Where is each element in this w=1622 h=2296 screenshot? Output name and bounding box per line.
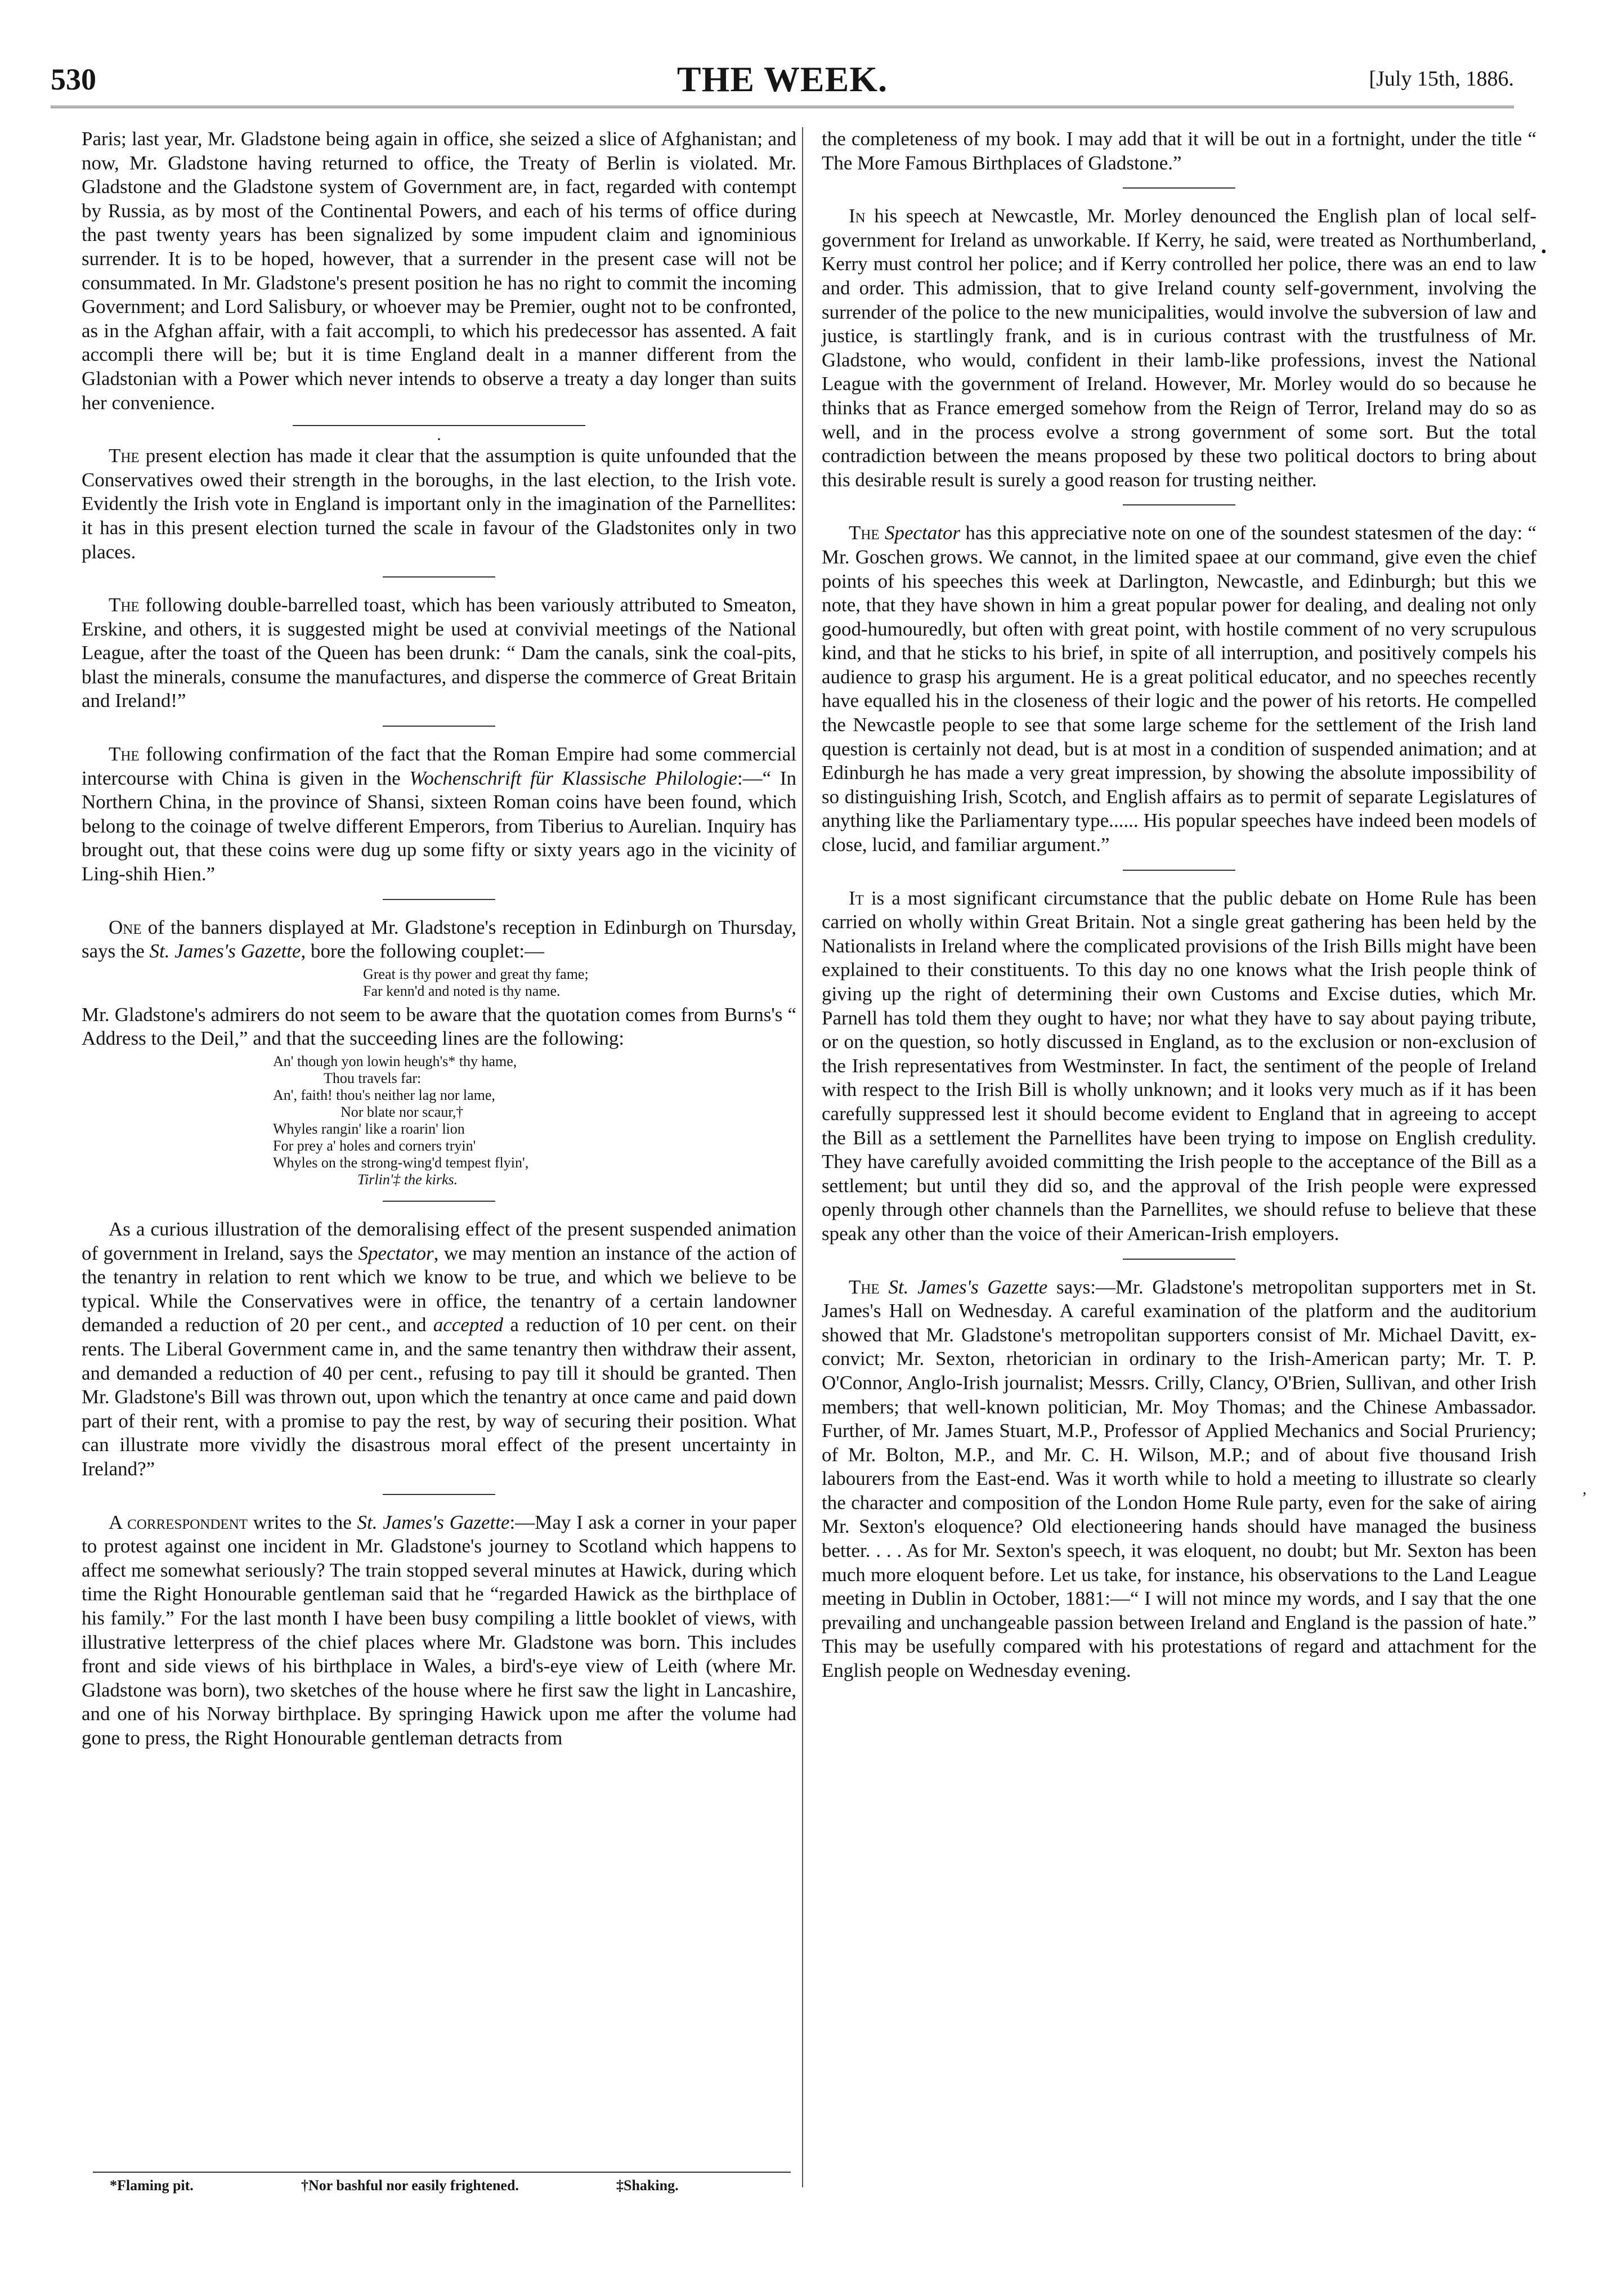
article-text: As a curious illustration of the demoralising effect of the present suspended animation of government in Ireland, says the	[82, 1218, 796, 1264]
article-text: Mr. Gladstone's admirers do not seem to be aware that the quotation comes from Burns's “ Address to the Deil,” and that the succeeding lines are the following:	[82, 1003, 796, 1050]
article-demoralising	[82, 1218, 796, 1482]
article-text: , we may mention an instance of the action of the tenantry in relation to rent which we know to be true, and which we believe to be typical. While the Conservatives were in office, the tenantry of a certain landowner demanded a reduction of 20 per cent., and	[82, 1242, 796, 1336]
article-text: present election has made it clear that the assumption is quite unfounded that the Conservatives owed their strength in the boroughs, in the last election, to the Irish vote. Evidently the Irish vote in England is important only in the imagination of the Parnellites: it has in this present election turned the scale in favour of the Gladstonites only in two places.	[82, 445, 796, 563]
article-home-rule	[822, 887, 1536, 1246]
section-rule	[383, 1201, 495, 1202]
section-rule	[1123, 1259, 1235, 1260]
paper-title: Spectator	[884, 522, 961, 544]
article-text: is a most significant circumstance that the public debate on Home Rule has been carried on wholly within Great Britain. Not a single great gathering has been held by the Nationalists in Ireland where the complicated provisions of the Irish Bills might have been explained to their constituents. To this day no one knows what the Irish people think of giving up the right of determining their own Customs and Excise duties, which Mr. Parnell has told them they ought to have; nor what they have to say about paying tribute, or on the question, so hotly discussed in England, as to the exclusion or non-exclusion of the Irish representatives from Westminster. In fact, the sentiment of the people of Ireland with respect to the Irish Bill is wholly unknown; and it looks very much as if it has been carefully suppressed lest it should become evident to England that in agreeing to accept the Bill as a settlement the Parnellites have been trying to impose on English credulity. They have carefully avoided committing the Irish people to the acceptance of the Bill as a settlement; but until they did so, and the approval of the Irish people were expressed openly through other channels than the Parnellites, we should refuse to believe that these speak any other than the voice of their American-Irish employers.	[822, 887, 1536, 1245]
lead-word: One	[109, 916, 142, 938]
issue-date: [July 15th, 1886.	[1369, 67, 1514, 91]
article-election	[82, 444, 796, 564]
verse-line: An', faith! thou's neither lag nor lame,	[273, 1087, 495, 1103]
verse-line-text: Tirlin'‡ the kirks.	[357, 1171, 458, 1188]
article-morley	[822, 204, 1536, 492]
section-rule	[383, 899, 495, 900]
verse-line	[273, 1171, 796, 1188]
burns-verse	[82, 1053, 796, 1188]
section-rule	[293, 425, 585, 426]
paper-title: St. James's Gazette	[357, 1511, 510, 1533]
lead-word: A correspondent	[109, 1511, 248, 1533]
verse-line: Nor blate nor scaur,†	[340, 1104, 464, 1120]
article-toast	[82, 593, 796, 713]
footnote: *Flaming pit.	[110, 2177, 194, 2194]
article-roman-coins	[82, 742, 796, 887]
verse-line: Great is thy power and great thy fame;	[363, 965, 589, 982]
article-text: :—“ In Northern China, in the province of Shansi, sixteen Roman coins have been found, which belong to the coinage of twelve different Emperors, from Tiberius to Aurelian. Inquiry has brought out, that these coins were dug up some fifty or sixty years ago in the vicinity of Ling-shih Hien.”	[82, 767, 797, 885]
article-text: following double-barrelled toast, which has been variously attributed to Smeaton, Erskine, and others, it is suggested might be used at convivial meetings of the National League, after the toast of the Queen has been drunk: “ Dam the canals, sink the coal-pits, blast the minerals, consume the manufactures, and disperse the commerce of Great Britain and Ireland!”	[82, 594, 796, 712]
article-text: has this appreciative note on one of the soundest statesmen of the day: “ Mr. Goschen grows. We cannot, in the limited spaee at our command, give even the chief points of his speeches this week at Darlington, Newcastle, and Edinburgh; but this we note, that they have shown in him a great popular power for dealing, and dealing not only good-humouredly, but often with great point, with hostile comment of no very scrupulous kind, and that he sticks to his brief, in spite of all interruption, and positively compels his audience to grasp his argument. He is a great political educator, and no speeches recently have equalled his in the closeness of their logic and the power of his retorts. He compelled the Newcastle people to see that some large scheme for the settlement of the Irish land question is certainly not dead, but is at most in a condition of suspended animation; and at Edinburgh he has made a very great impression, by showing the absolute impossibility of so distinguishing Irish, Scotch, and English affairs as to permit of separate Legislatures of anything like the Parliamentary type...... His popular speeches have indeed been models of close, lucid, and familiar argument.”	[822, 522, 1536, 856]
margin-dot: •	[1541, 243, 1547, 261]
article-text: , bore the following couplet:—	[301, 940, 545, 963]
rule-dot: ·	[436, 430, 442, 449]
paper-title: Spectator	[358, 1242, 434, 1264]
article-text: says:—Mr. Gladstone's metropolitan supporters met in St. James's Hall on Wednesday. A careful examination of the platform and the auditorium showed that Mr. Gladstone's metropolitan supporters consist of Mr. Michael Davitt, ex-convict; Mr. Sexton, rhetorician in ordinary to the Irish-American party; Mr. T. P. O'Connor, Anglo-Irish journalist; Messrs. Crilly, Clancy, O'Brien, Sullivan, and other Irish members; that well-known politician, Mr. Moy Thomas; and the Chinese Ambassador. Further, of Mr. James Stuart, M.P., Professor of Applied Mechanics and Social Pruriency; of Mr. Bolton, M.P., and Mr. C. H. Wilson, M.P.; and of about five thousand Irish labourers from the East-end. Was it worth while to hold a meeting to illustrate so clearly the character and composition of the London Home Rule party, even for the sake of airing Mr. Sexton's eloquence? Old electioneering hands should have managed the business better. . . . As for Mr. Sexton's speech, it was eloquent, no doubt; but Mr. Sexton has been much more eloquent before. Let us take, for instance, his observations to the Land League meeting in Dublin in October, 1881:—“ I will not mince my words, and I say that the one prevailing and unchangeable passion between Ireland and England is the passion of hate.” This may be usefully compared with his protestations of regard and attachment for the English people on Wednesday evening.	[822, 1275, 1536, 1682]
verse-line: An' though yon lowin heugh's* thy hame,	[273, 1053, 517, 1069]
header-rule	[51, 106, 1514, 108]
couplet	[82, 966, 796, 1000]
emphasis: accepted	[433, 1314, 504, 1336]
lead-word: The	[849, 1275, 880, 1298]
lead-word: The	[849, 522, 880, 544]
verse-line: Far kenn'd and noted is thy name.	[363, 982, 561, 999]
paper-title: St. James's Gazette	[888, 1275, 1048, 1298]
verse-line: Whyles rangin' like a roarin' lion	[273, 1121, 465, 1137]
verse-line: For prey a' holes and corners tryin'	[273, 1138, 476, 1154]
article-text: a reduction of 10 per cent. on their rents. The Liberal Government came in, and the same tenantry then withdraw their assent, and demanded a reduction of 40 per cent., refusing to pay till it should be granted. Then Mr. Gladstone's Bill was thrown out, upon which the tenantry at once came and paid down part of their rent, with a promise to pay the rest, by way of securing their position. What can illustrate more vividly the disastrous moral effect of the present uncertainty in Ireland?”	[82, 1314, 796, 1480]
article-text: of the banners displayed at Mr. Gladstone's reception in Edinburgh on Thursday, says the	[82, 916, 796, 963]
lead-word: The	[109, 445, 140, 467]
section-rule	[383, 726, 495, 727]
right-column	[822, 127, 1536, 1683]
lead-word: The	[109, 743, 140, 766]
journal-title: Wochenschrift für Klassische Philologie	[409, 767, 737, 789]
article-text: :—May I ask a corner in your paper to protest against one incident in Mr. Gladstone's journey to Scotland which happens to affect me somewhat seriously? The train stopped several minutes at Hawick, during which time the Right Honourable gentleman said that he “regarded Hawick as the birthplace of his family.” For the last month I have been busy compiling a little booklet of views, with illustrative letterpress of the chief places where Mr. Gladstone was born. This includes front and side views of his birthplace in Wales, a bird's-eye view of Leith (where Mr. Gladstone was born), two sketches of the house where he first saw the light in Lancashire, and one of his Norway birthplace. By springing Hawick upon me after the volume had gone to press, the Right Honourable gentleman detracts from	[82, 1511, 796, 1749]
section-rule	[383, 576, 495, 578]
article-goschen	[822, 521, 1536, 857]
paper-title: St. James's Gazette	[149, 940, 301, 963]
margin-mark: ,	[1583, 1480, 1587, 1498]
lead-word: The	[109, 594, 140, 616]
article-afghan: Paris; last year, Mr. Gladstone being again in office, she seized a slice of Afghanistan; and now, Mr. Gladstone having returned to office, the Treaty of Berlin is violated. Mr. Gladstone and the Gladstone system of Government are, in fact, regarded with contempt by Russia, as by most of the Continental Powers, and each of his terms of office during the past twenty years has been signalized by some impudent claim and ignominious surrender. It is to be hoped, however, that a surrender in the present case will not be consummated. In Mr. Gladstone's present position he has no right to commit the incoming Government; and Lord Salisbury, or whoever may be Premier, ought not to be confronted, as in the Afghan affair, with a fait accompli, to which his predecessor has assented. A fait accompli there will be; but it is time England dealt in a manner different from the Gladstonian with a Power which never intends to observe a treaty a day longer than suits her convenience.	[82, 128, 796, 414]
article-text: following confirmation of the fact that the Roman Empire had some commercial intercourse with China is given in the	[82, 743, 796, 789]
footnote: ‡Shaking.	[616, 2177, 679, 2194]
publication-title: THE WEEK.	[676, 59, 888, 99]
page-number: 530	[51, 62, 96, 96]
lead-word: It	[849, 887, 864, 909]
left-column	[82, 127, 796, 1750]
article-banners	[82, 916, 796, 964]
section-rule	[1123, 504, 1235, 505]
footnote: †Nor bashful nor easily frightened.	[301, 2177, 519, 2194]
column-divider	[802, 127, 803, 2187]
verse-line: Whyles on the strong-wing'd tempest flyin',	[273, 1154, 529, 1171]
section-rule	[1123, 187, 1235, 189]
article-correspondent	[82, 1511, 796, 1751]
lead-word: In	[849, 205, 866, 227]
article-correspondent-cont: the completeness of my book. I may add that it will be out in a fortnight, under the title “ The More Famous Birthplaces of Gladstone.”	[822, 128, 1536, 174]
page-header	[51, 59, 1514, 107]
article-text: writes to the	[248, 1511, 357, 1533]
section-rule	[383, 1494, 495, 1495]
article-text: his speech at Newcastle, Mr. Morley denounced the English plan of local self-government for Ireland as unworkable. If Kerry, he said, were treated as Northumberland, Kerry must control her police; and if Kerry controlled her police, there was an end to law and order. This admission, that to give Ireland county self-government, involving the surrender of the police to the new municipalities, would involve the subversion of law and justice, is startlingly frank, and is in curious contrast with the trustfulness of Mr. Gladstone, who would, confident in their lamb-like professions, invest the National League with the government of Ireland. However, Mr. Morley would do so because he thinks that as France emerged somehow from the Reign of Terror, Ireland may do so as well, and in the process evolve a strong government of some sort. But the total contradiction between the means proposed by these two political doctors to bring about this desirable result is surely a good reason for trusting neither.	[822, 205, 1536, 491]
footnotes	[93, 2172, 791, 2194]
section-rule	[1123, 870, 1235, 871]
verse-line: Thou travels far:	[324, 1070, 422, 1086]
article-metropolitan	[822, 1275, 1536, 1683]
